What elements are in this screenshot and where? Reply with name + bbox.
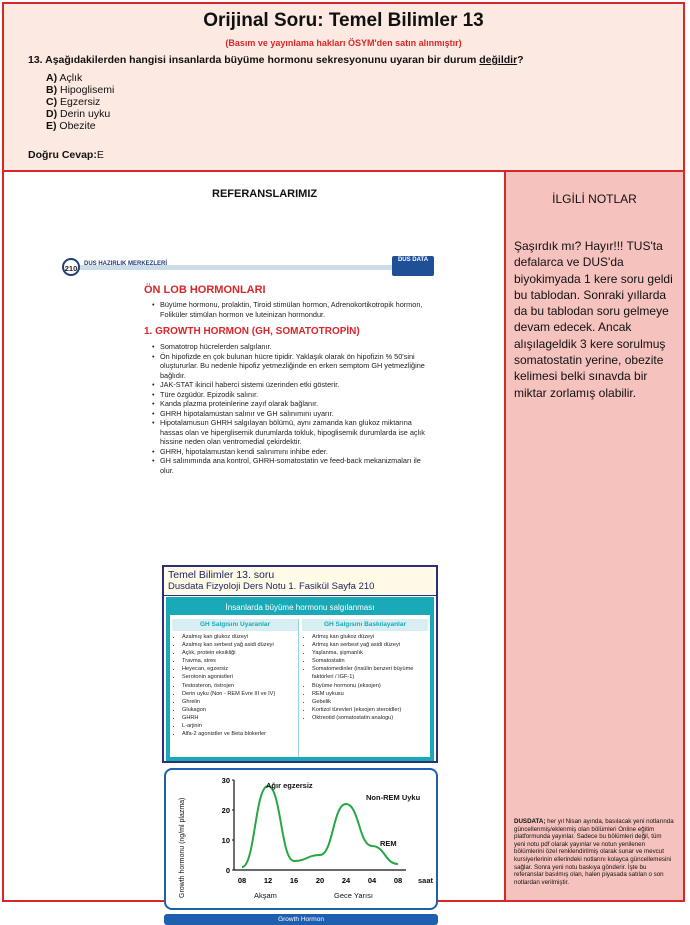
header-label: DUS HAZIRLIK MERKEZLERİ <box>84 261 167 267</box>
page-frame <box>2 2 685 923</box>
x-tick-label: 08 <box>237 876 247 885</box>
y-axis-label: Growth hormonu (ng/ml plazma) <box>179 797 186 898</box>
label-evening: Akşam <box>254 891 277 900</box>
suppressor-item: • REM uykusu <box>312 690 428 698</box>
notes-panel <box>504 172 683 900</box>
section1-bullets <box>152 300 432 319</box>
suppressor-item: • Artmış kan glukoz düzeyi <box>312 633 428 641</box>
x-axis-unit: saat <box>418 876 434 885</box>
x-tick-label: 24 <box>341 876 351 885</box>
section-title-front-lobe: ÖN LOB HORMONLARI <box>144 284 266 296</box>
gh-secretion-table <box>166 597 434 761</box>
column-divider <box>298 619 299 757</box>
option-d: D) Derin uyku <box>46 108 111 120</box>
stimulator-item: • Heyecan, egzersiz <box>182 665 298 673</box>
x-tick-label: 04 <box>367 876 377 885</box>
y-tick-label: 30 <box>221 776 230 785</box>
callout-title: Temel Bilimler 13. soru <box>168 569 275 581</box>
question-text <box>28 54 524 66</box>
fine-print-label: DUSDATA; <box>514 818 546 825</box>
option-e: E) Obezite <box>46 120 96 132</box>
x-tick-label: 08 <box>393 876 403 885</box>
y-tick-label: 20 <box>221 806 230 815</box>
x-tick-label: 12 <box>263 876 273 885</box>
option-b: B) Hipoglisemi <box>46 84 115 96</box>
page-title: Orijinal Soru: Temel Bilimler 13 <box>203 10 484 31</box>
question-prefix: 13. Aşağıdakilerden hangisi insanlarda büyüme hormonu sekresyonunu uyaran bir durum <box>28 54 480 66</box>
question-emphasis: değildir <box>479 54 518 66</box>
reference-callout <box>162 565 438 763</box>
annotation-exercise: Ağır egzersiz <box>266 781 313 790</box>
suppressors-header: GH Salgısını Baskılayanlar <box>302 619 428 631</box>
stimulators-column <box>172 619 298 738</box>
correct-answer: Doğru Cevap:E <box>28 149 104 161</box>
bullet: • Hipotalamusun GHRH salgılayan bölümü, aynı zamanda kan glukoz miktarına hassas olan ve hiperglisemik durumlarda tokluk, hipoglisemik durumlarda ise açlık hissine neden olan ventromedial çekirdektir. <box>160 418 432 447</box>
suppressor-item: • Somatostatin <box>312 657 428 665</box>
gh-line-chart <box>166 770 436 908</box>
stimulator-item: • L-arjinin <box>182 722 298 730</box>
suppressor-item: • Yaşlanma, şişmanlık <box>312 649 428 657</box>
y-tick-label: 10 <box>221 836 230 845</box>
callout-subtitle: Dusdata Fizyoloji Ders Notu 1. Fasikül Sayfa 210 <box>168 581 375 592</box>
fine-print <box>514 818 674 886</box>
suppressor-item: • Kortizol türevleri (eksojen steroidler) <box>312 706 428 714</box>
stimulator-item: • Azalmış kan serbest yağ asidi düzeyi <box>182 641 298 649</box>
suppressor-item: • Artmış kan serbest yağ asidi düzeyi <box>312 641 428 649</box>
section-title-growth-hormone: 1. GROWTH HORMON (GH, SOMATOTROPİN) <box>144 326 360 337</box>
gh-graph <box>164 768 438 910</box>
dusdata-logo: DUS DATA <box>392 256 434 276</box>
stimulators-list <box>172 633 298 738</box>
bullet: • GHRH, hipotalamustan kendi salınımını inhibe eder. <box>160 447 432 457</box>
bullet: • Büyüme hormonu, prolaktin, Tiroid stimülan hormon, Adrenokortikotropik hormon, Foliküler stimülan hormon ve luteinizan hormondur. <box>160 300 432 319</box>
bullet: • GHRH hipotalamustan salınır ve GH salınımını uyarır. <box>160 409 432 419</box>
option-a: A) Açlık <box>46 72 83 84</box>
bullet: • Türe özgüdür. Epizodik salınır. <box>160 390 432 400</box>
label-midnight: Gece Yarısı <box>334 891 373 900</box>
callout-header <box>164 567 436 596</box>
bullet: • GH salınımında ana kontrol, GHRH-somatostatin ve feed-back mekanizmaları ile olur. <box>160 456 432 475</box>
stimulator-item: • Derin uyku (Non - REM Evre III ve IV) <box>182 690 298 698</box>
y-tick-label: 0 <box>225 866 230 875</box>
notes-title: İLGİLİ NOTLAR <box>552 192 637 206</box>
stimulator-item: • Travma, stres <box>182 657 298 665</box>
annotation-rem: REM <box>380 839 397 848</box>
bullet: • Somatotrop hücrelerden salgılanır. <box>160 342 432 352</box>
question-suffix: ? <box>517 54 524 66</box>
answer-options <box>46 72 114 132</box>
section2-bullets <box>152 342 432 475</box>
y-ticks <box>222 776 234 875</box>
references-title: REFERANSLARIMIZ <box>212 188 318 200</box>
stimulator-item: • Serotonin agonistleri <box>182 673 298 681</box>
fine-print-text: her yıl Nisan ayında, basılacak yeni notlarında güncellenmiş/eklenmiş olan bölümleri Online eğitim platformunda yayınlar. Sadece bu bölümleri değil, tüm yeni notu pdf olarak yayınlar ve notun yenilenen bölümlerini özel renklendirilmiş olarak sunar ve mevcut kursiyerlerinin ellerindeki notlarını kolayca güncellemesini sağlar. Sonra yeni notu baskıya gönderir. İşte bu referanslar basılmış olan, halen piyasada satılan o son notlardan verilmiştir. <box>514 818 674 886</box>
suppressor-item: • Büyüme hormonu (eksojen) <box>312 682 428 690</box>
suppressor-item: • Oktreotid (somatostatin analogu) <box>312 714 428 722</box>
stimulator-item: • Glukagon <box>182 706 298 714</box>
bullet: • Ön hipofizde en çok bulunan hücre tipidir. Yaklaşık olarak ön hipofizin % 50'sini oluştururlar. Bu nedenle hipofiz yetmezliğinde en erken semptom GH yetmezliğine bağlıdır. <box>160 352 432 381</box>
x-tick-label: 20 <box>315 876 325 885</box>
page-number: 210 <box>62 258 80 276</box>
stimulator-item: • Ghrelin <box>182 698 298 706</box>
option-c: C) Egzersiz <box>46 96 101 108</box>
suppressor-item: • Gebelik <box>312 698 428 706</box>
x-ticks <box>238 876 402 885</box>
page-header <box>62 258 438 276</box>
graph-footer: Growth Hormon <box>164 914 438 925</box>
annotation-nonrem: Non-REM Uyku <box>366 793 421 802</box>
stimulator-item: • Azalmış kan glukoz düzeyi <box>182 633 298 641</box>
stimulators-header: GH Salgısını Uyaranlar <box>172 619 298 631</box>
stimulator-item: • GHRH <box>182 714 298 722</box>
notes-body: Şaşırdık mı? Hayır!!! TUS'ta defalarca ve DUS'da biyokimyada 1 kere soru geldi bu tablodan. Sonraki yıllarda da bu tablodan soru gelmeye devam edecek. Ancak alışılageldik 3 kere sorulmuş somatostatin yerine, obezite kelimesi belki sınavda bir miktar zorlamış olabilir. <box>514 239 673 400</box>
bullet: • Kanda plazma proteinlerine zayıf olarak bağlanır. <box>160 399 432 409</box>
stimulator-item: • Açlık, protein eksikliği <box>182 649 298 657</box>
table-title: İnsanlarda büyüme hormonu salgılanması <box>170 601 430 615</box>
stimulator-item: • Alfa-2 agonistler ve Beta blokerler <box>182 730 298 738</box>
stimulator-item: • Testosteron, östrojen <box>182 682 298 690</box>
bullet: • JAK-STAT ikincil haberci sistemi üzerinden etki gösterir. <box>160 380 432 390</box>
references-panel <box>4 172 504 923</box>
x-tick-label: 16 <box>289 876 299 885</box>
suppressors-list <box>302 633 428 722</box>
suppressors-column <box>302 619 428 722</box>
question-panel <box>4 4 683 172</box>
copyright-note: (Basım ve yayınlama hakları ÖSYM'den satın alınmıştır) <box>225 38 462 48</box>
suppressor-item: • Somatomedinler (insülin benzeri büyüme faktörleri / IGF-1) <box>312 665 428 681</box>
